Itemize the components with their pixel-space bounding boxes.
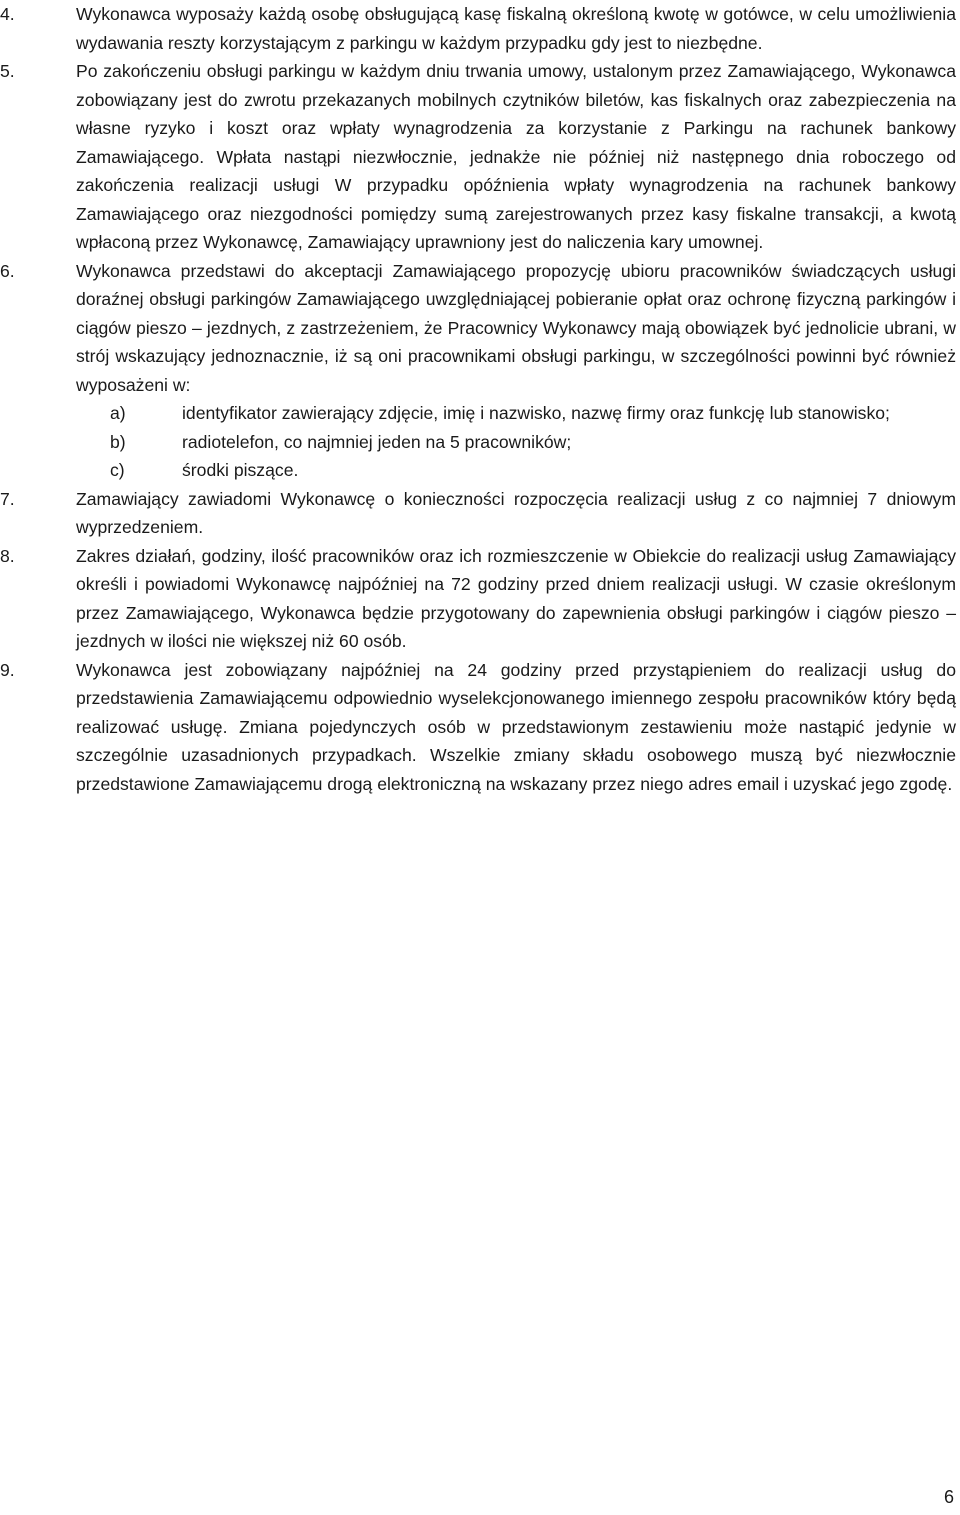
sub-item-letter: c)	[110, 460, 125, 480]
list-item-number: 6.	[0, 260, 15, 281]
list-item-text: Zakres działań, godziny, ilość pracowników oraz ich rozmieszczenie w Obiekcie do realizacji usług Zamawiający określi i powiadomi Wykonawcę najpóźniej na 72 godziny przed dniem realizacji usługi. W czasie określonym przez Zamawiającego, Wykonawca będzie przygotowany do zapewnienia obsługi parkingów i ciągów pieszo – jezdnych w ilości nie większej niż 60 osób.	[76, 545, 956, 651]
list-item-7	[0, 485, 956, 542]
sub-item-letter: b)	[110, 431, 126, 452]
sub-item-text: środki piszące.	[182, 460, 299, 480]
sub-item-c	[76, 456, 956, 485]
page-number: 6	[943, 1487, 954, 1507]
list-item-number: 7.	[0, 488, 15, 509]
sub-list	[76, 399, 956, 485]
sub-item-b	[76, 428, 956, 457]
list-item-number: 8.	[0, 545, 15, 566]
list-item-4	[0, 0, 956, 57]
list-item-number: 5.	[0, 61, 15, 81]
list-item-text: Po zakończeniu obsługi parkingu w każdym dniu trwania umowy, ustalonym przez Zamawiającego, Wykonawca zobowiązany jest do zwrotu przekazanych mobilnych czytników biletów, kas fiskalnych oraz zabezpieczenia na własne ryzyko i koszt oraz wpłaty wynagrodzenia za korzystanie z Parkingu na rachunek bankowy Zamawiającego. Wpłata nastąpi niezwłocznie, jednakże nie później niż następnego dnia roboczego od zakończenia realizacji usługi W przypadku opóźnienia wpłaty wynagrodzenia na rachunek bankowy Zamawiającego oraz niezgodności pomiędzy sumą zarejestrowanych przez kasy fiskalne transakcji, a kwotą wpłaconą przez Wykonawcę, Zamawiający uprawniony jest do naliczenia kary umownej.	[76, 61, 956, 252]
list-item-text: Wykonawca jest zobowiązany najpóźniej na 24 godziny przed przystąpieniem do realizacji usług do przedstawienia Zamawiającemu odpowiednio wyselekcjonowanego imiennego zespołu pracowników który będą realizować usługę. Zmiana pojedynczych osób w przedstawionym zestawieniu może nastąpić jedynie w szczególnie uzasadnionych przypadkach. Wszelkie zmiany składu osobowego muszą być niezwłocznie przedstawione Zamawiającemu drogą elektroniczną na wskazany przez niego adres email i uzyskać jego zgodę.	[76, 659, 956, 794]
list-item-9	[0, 656, 956, 799]
list-item-text: Zamawiający zawiadomi Wykonawcę o konieczności rozpoczęcia realizacji usług z co najmniej 7 dniowym wyprzedzeniem.	[76, 488, 956, 537]
list-item-text: Wykonawca wyposaży każdą osobę obsługującą kasę fiskalną określoną kwotę w gotówce, w celu umożliwienia wydawania reszty korzystającym z parkingu w każdym przypadku gdy jest to niezbędne.	[76, 4, 956, 53]
list-item-text: Wykonawca przedstawi do akceptacji Zamawiającego propozycję ubioru pracowników świadczących usługi doraźnej obsługi parkingów Zamawiającego uwzględniającej pobieranie opłat oraz ochronę fizyczną parkingów i ciągów pieszo – jezdnych, z zastrzeżeniem, że Pracownicy Wykonawcy mają obowiązek być jednolicie ubrani, w strój wskazujący jednoznacznie, iż są oni pracownikami obsługi parkingu, w szczególności powinni być również wyposażeni w:	[76, 260, 956, 395]
sub-item-text: identyfikator zawierający zdjęcie, imię i nazwisko, nazwę firmy oraz funkcję lub stanowisko;	[182, 403, 890, 423]
list-item-number: 4.	[0, 4, 15, 24]
sub-item-text: radiotelefon, co najmniej jeden na 5 pracowników;	[182, 431, 572, 452]
sub-item-a	[76, 399, 956, 428]
list-item-6	[0, 257, 956, 485]
list-item-5	[0, 57, 956, 257]
sub-item-letter: a)	[110, 403, 126, 423]
list-item-number: 9.	[0, 659, 15, 680]
list-item-8	[0, 542, 956, 656]
